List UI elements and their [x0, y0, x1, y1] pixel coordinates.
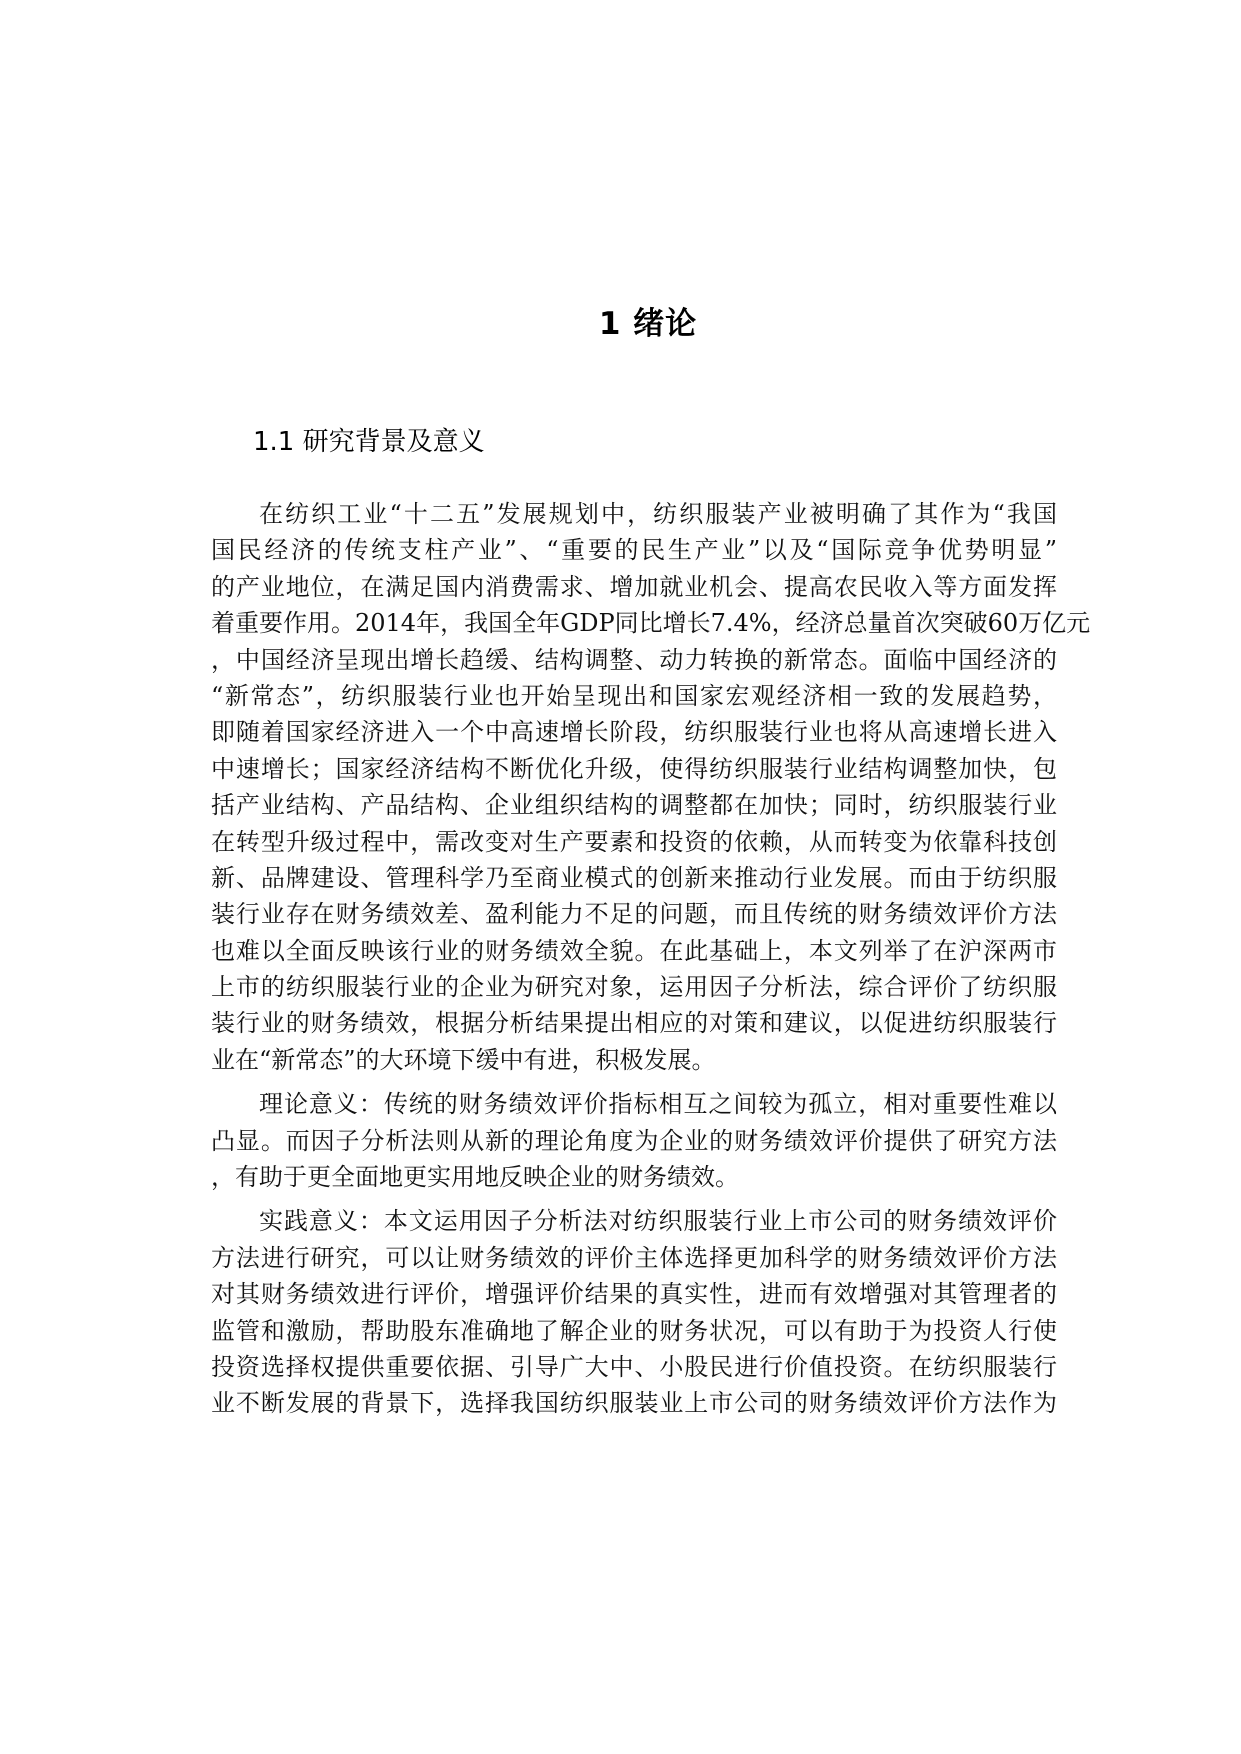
paragraph-line: 方法进行研究，可以让财务绩效的评价主体选择更加科学的财务绩效评价方法: [211, 1243, 1057, 1272]
paragraph-line: 装行业的财务绩效，根据分析结果提出相应的对策和建议，以促进纺织服装行: [211, 1009, 1057, 1038]
paragraph-line: 新、品牌建设、管理科学乃至商业模式的创新来推动行业发展。而由于纺织服: [211, 863, 1057, 892]
paragraph-line: ，中国经济呈现出增长趋缓、结构调整、动力转换的新常态。面临中国经济的: [211, 645, 1057, 674]
paragraph-theory: [211, 1086, 1057, 1195]
paragraph-line: 凸显。而因子分析法则从新的理论角度为企业的财务绩效评价提供了研究方法: [211, 1126, 1057, 1155]
paragraph-line: 也难以全面反映该行业的财务绩效全貌。在此基础上，本文列举了在沪深两市: [211, 936, 1057, 965]
section-title: 1.1 研究背景及意义: [253, 427, 485, 457]
paragraph-background: [211, 496, 1091, 1078]
body-text: [211, 496, 1091, 1422]
paragraph-line: 在纺织工业“十二五”发展规划中，纺织服装产业被明确了其作为“我国: [259, 500, 1057, 528]
paragraph-line: 装行业存在财务绩效差、盈利能力不足的问题，而且传统的财务绩效评价方法: [211, 900, 1057, 929]
paragraph-line: 业在“新常态”的大环境下缓中有进，积极发展。: [211, 1045, 716, 1074]
paragraph-line: 投资选择权提供重要依据、引导广大中、小股民进行价值投资。在纺织服装行: [211, 1352, 1057, 1381]
paragraph-line: 括产业结构、产品结构、企业组织结构的调整都在加快；同时，纺织服装行业: [211, 791, 1057, 820]
paragraph-line: 即随着国家经济进入一个中高速增长阶段，纺织服装行业也将从高速增长进入: [211, 718, 1057, 747]
paragraph-line: 对其财务绩效进行评价，增强评价结果的真实性，进而有效增强对其管理者的: [211, 1280, 1057, 1309]
paragraph-line: 监管和激励，帮助股东准确地了解企业的财务状况，可以有助于为投资人行使: [211, 1316, 1057, 1345]
paragraph-line: “新常态”，纺织服装行业也开始呈现出和国家宏观经济相一致的发展趋势，: [211, 681, 1057, 710]
paragraph-line: 实践意义：本文运用因子分析法对纺织服装行业上市公司的财务绩效评价: [259, 1207, 1057, 1236]
chapter-title: 1 绪论: [598, 306, 698, 342]
paragraph-line: 业不断发展的背景下，选择我国纺织服装业上市公司的财务绩效评价方法作为: [211, 1389, 1057, 1418]
paragraph-line: 中速增长；国家经济结构不断优化升级，使得纺织服装行业结构调整加快，包: [211, 754, 1057, 783]
paragraph-line: 在转型升级过程中，需改变对生产要素和投资的依赖，从而转变为依靠科技创: [211, 827, 1057, 856]
paragraph-line: 国民经济的传统支柱产业”、“重要的民生产业”以及“国际竞争优势明显”: [211, 536, 1057, 565]
paragraph-practice: [211, 1203, 1057, 1421]
paragraph-line: 的产业地位，在满足国内消费需求、增加就业机会、提高农民收入等方面发挥: [211, 572, 1057, 601]
paragraph-line: ，有助于更全面地更实用地反映企业的财务绩效。: [211, 1163, 739, 1192]
paragraph-line: 理论意义：传统的财务绩效评价指标相互之间较为孤立，相对重要性难以: [259, 1090, 1057, 1119]
paragraph-line: 上市的纺织服装行业的企业为研究对象，运用因子分析法，综合评价了纺织服: [211, 973, 1057, 1002]
paragraph-line: 着重要作用。2014年，我国全年GDP同比增长7.4%，经济总量首次突破60万亿元: [211, 609, 1091, 638]
